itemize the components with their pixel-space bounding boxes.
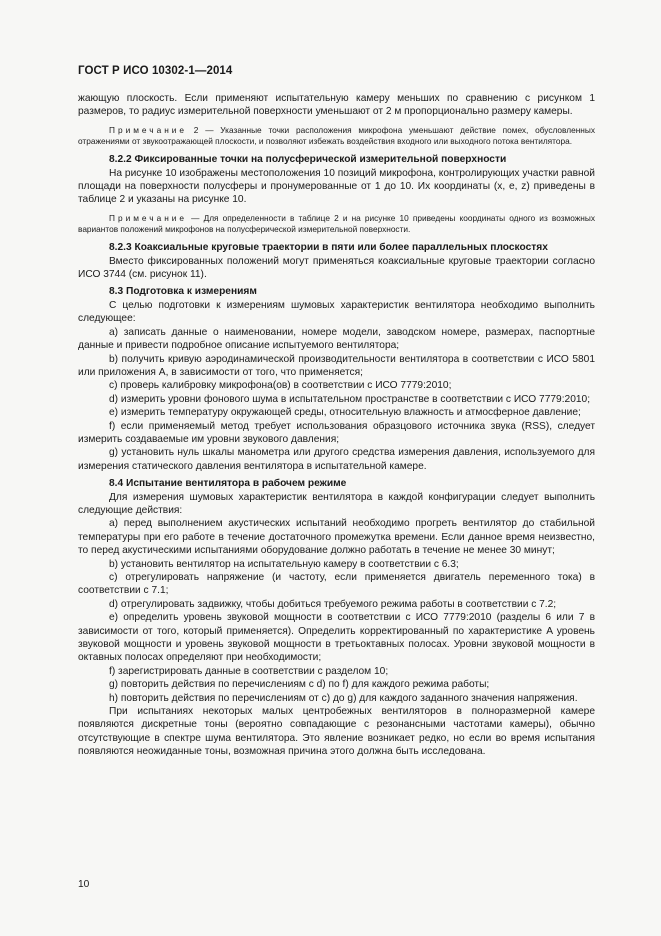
page-number: 10 bbox=[78, 879, 90, 890]
list-item: a) перед выполнением акустических испытаний необходимо прогреть вентилятор до стабильной температуры при его работе в течение достаточного промежутка времени. Если данное время неизвестно, то перед акустическими испытаниями оборудование должно работать в течение не менее 30 минут; bbox=[78, 518, 595, 557]
section-heading-8-3: 8.3 Подготовка к измерениям bbox=[109, 286, 257, 298]
document-header: ГОСТ Р ИСО 10302-1—2014 bbox=[78, 65, 233, 77]
list-item: f) если применяемый метод требует использования образцового источника звука (RSS), следует измерить создаваемые им уровни звукового давления; bbox=[78, 420, 595, 445]
section-heading-8-4: 8.4 Испытание вентилятора в рабочем режиме bbox=[109, 478, 347, 490]
paragraph: При испытаниях некоторых малых центробежных вентиляторов в полноразмерной камере появляются дискретные тоны (вероятно совпадающие с резонансными частотами камеры), обычно отсутствующие в спектре шума вентилятора. Это явление возникает редко, но если во время испытания появляются неожиданные тоны, возможная причина этого должна быть исследована. bbox=[78, 706, 595, 758]
paragraph: Вместо фиксированных положений могут применяться коаксиальные круговые траектории согласно ИСО 3744 (см. рисунок 11). bbox=[78, 255, 595, 281]
note bbox=[78, 213, 595, 235]
list-item: d) измерить уровни фонового шума в испытательном пространстве в соответствии с ИСО 7779:2010; bbox=[109, 393, 591, 405]
note bbox=[78, 125, 595, 147]
list-item: g) повторить действия по перечислениям с d) по f) для каждого режима работы; bbox=[109, 679, 490, 691]
note-label: Примечание bbox=[109, 212, 188, 223]
list-item: f) зарегистрировать данные в соответствии с разделом 10; bbox=[109, 665, 389, 677]
list-item: b) установить вентилятор на испытательную камеру в соответствии с 6.3; bbox=[109, 558, 459, 570]
note-text: — Для определенности в таблице 2 и на рисунке 10 приведены координаты одного из возможных вариантов положений микрофонов на полусферической измерительной поверхности. bbox=[78, 212, 595, 235]
list-item: a) записать данные о наименовании, номере модели, заводском номере, размерах, паспортные данные и привести подробное описание испытуемого вентилятора; bbox=[78, 326, 595, 352]
paragraph: На рисунке 10 изображены местоположения 10 позиций микрофона, контролирующих участки равной площади на поверхности полусферы и пронумерованные от 1 до 10. Их координаты (x, e, z) приведены в таблице 2 и указаны на рисунке 10. bbox=[78, 167, 595, 206]
list-item: e) определить уровень звуковой мощности в соответствии с ИСО 7779:2010 (разделы 6 или 7 в зависимости от того, который применяется). Определить корректированный по характеристике A уровень звуковой мощности и уровень звуковой мощности в третьоктавных полосах. Уровни звуковой мощности в октавных полосах определяют при необходимости; bbox=[78, 612, 595, 664]
list-item: h) повторить действия по перечислениям от с) до g) для каждого заданного значения напряжения. bbox=[109, 692, 578, 704]
section-heading-8-2-3: 8.2.3 Коаксиальные круговые траектории в пяти или более параллельных плоскостях bbox=[109, 242, 548, 254]
note-label: Примечание bbox=[109, 124, 188, 135]
note-text: 2 — Указанные точки расположения микрофона уменьшают действие помех, обусловленных отражениями от звукоотражающей плоскости, и позволяют избежать воздействия входного или выходного потока вентилятора. bbox=[78, 124, 595, 147]
list-item: c) проверь калибровку микрофона(ов) в соответствии с ИСО 7779:2010; bbox=[109, 380, 452, 392]
list-item: d) отрегулировать задвижку, чтобы добиться требуемого режима работы в соответствии с 7.2; bbox=[109, 598, 557, 610]
list-item: c) отрегулировать напряжение (и частоту, если применяется двигатель переменного тока) в соответствии с 7.1; bbox=[78, 572, 595, 597]
document-body bbox=[78, 92, 595, 759]
list-item: b) получить кривую аэродинамической производительности вентилятора в соответствии с ИСО 5801 или приложения А, в зависимости от того, что применяется; bbox=[78, 353, 595, 378]
paragraph: С целью подготовки к измерениям шумовых характеристик вентилятора необходимо выполнить следующее: bbox=[78, 299, 595, 325]
section-heading-8-2-2: 8.2.2 Фиксированные точки на полусферической измерительной поверхности bbox=[109, 154, 507, 166]
list-item: e) измерить температуру окружающей среды, относительную влажность и атмосферное давление; bbox=[109, 407, 581, 419]
list-item: g) установить нуль шкалы манометра или другого средства измерения давления, используемого для измерения статического давления вентилятора в испытательной камере. bbox=[78, 447, 595, 472]
paragraph: Для измерения шумовых характеристик вентилятора в каждой конфигурации следует выполнить следующие действия: bbox=[78, 491, 595, 516]
paragraph: жающую плоскость. Если применяют испытательную камеру меньших по сравнению с рисунком 1 размеров, то радиус измерительной поверхности уменьшают от 2 м пропорционально размеру камеры. bbox=[78, 93, 595, 118]
